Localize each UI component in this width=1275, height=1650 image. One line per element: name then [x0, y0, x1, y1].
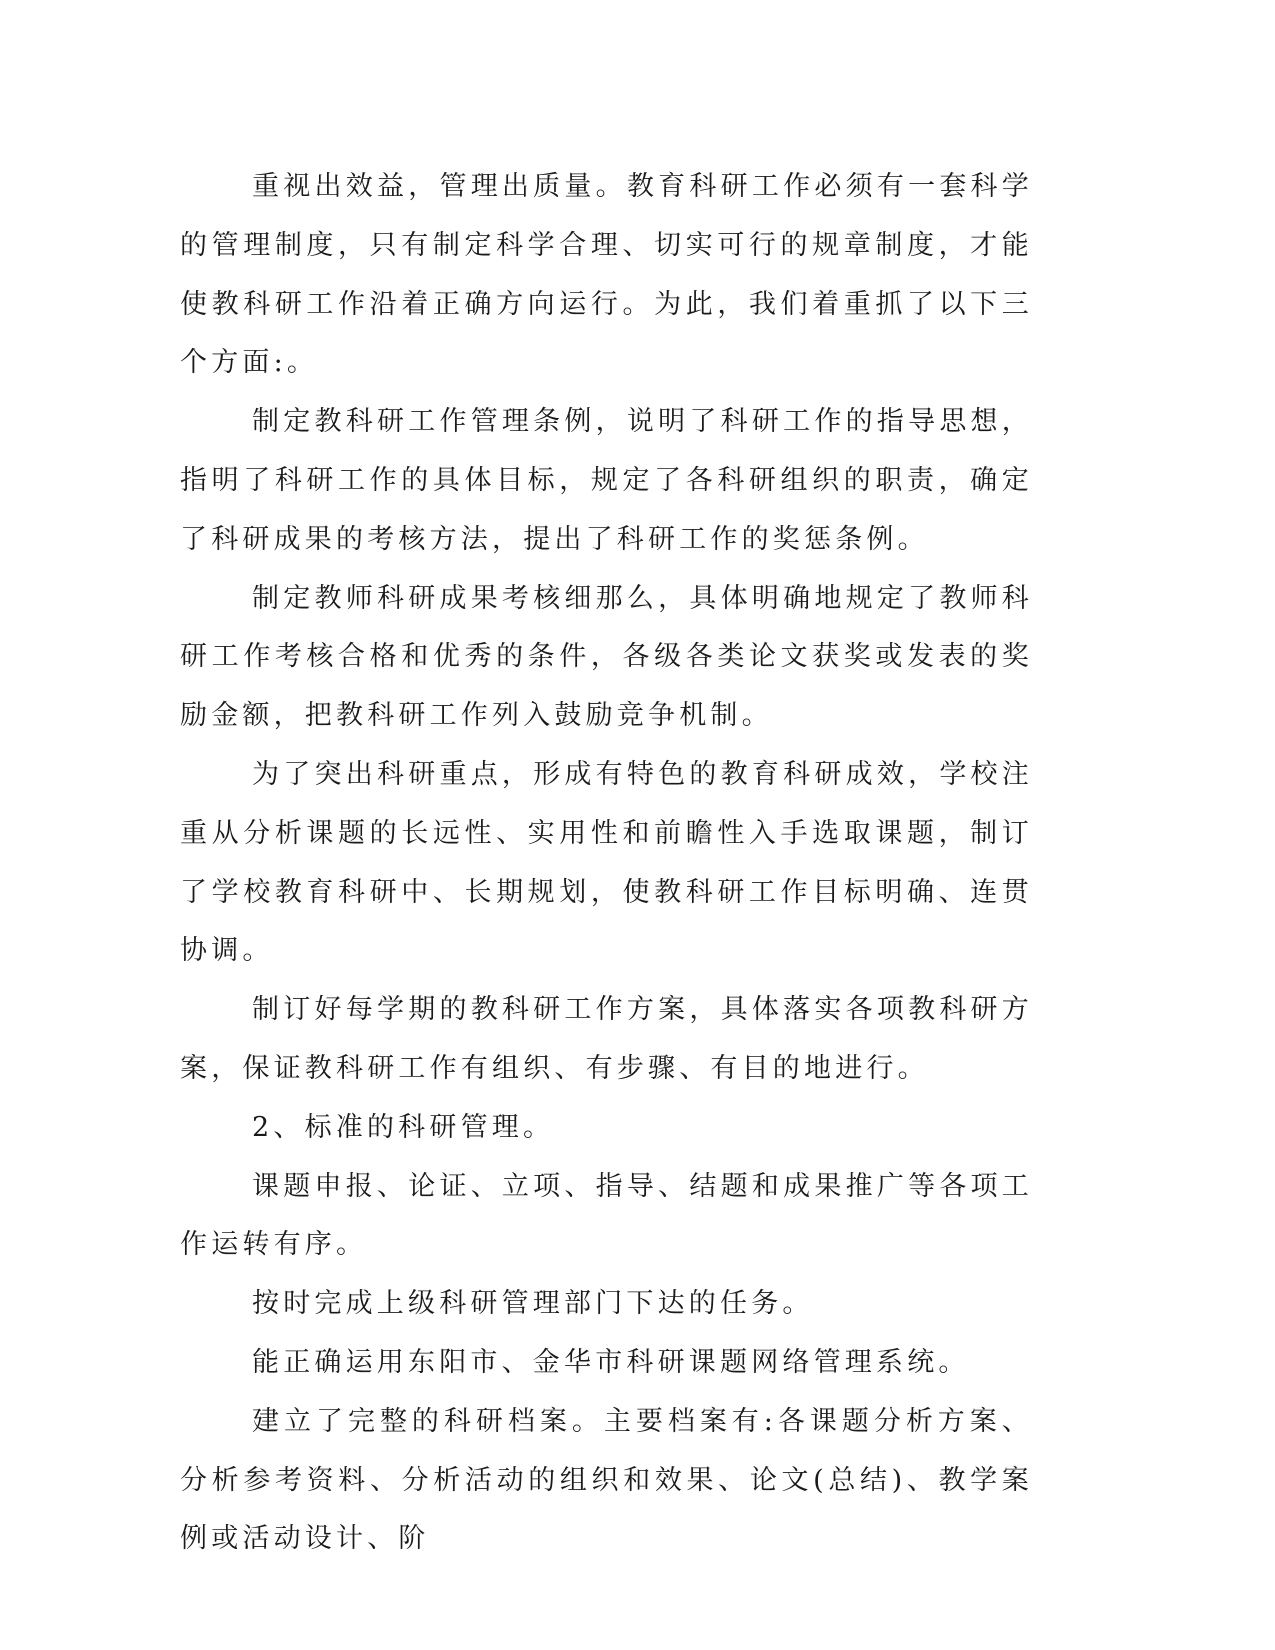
paragraph-network-system: 能正确运用东阳市、金华市科研课题网络管理系统。	[252, 1346, 970, 1378]
paragraph-semester-plan: 制订好每学期的教科研工作方案，具体落实各项教科研方案，保证教科研工作有组织、有步骤、有目的地进行。	[180, 994, 1033, 1084]
paragraph-assessment-rules: 制定教师科研成果考核细那么，具体明确地规定了教师科研工作考核合格和优秀的条件，各级各类论文获奖或发表的奖励金额，把教科研工作列入鼓励竞争机制。	[180, 582, 1033, 732]
paragraph-management-regulations: 制定教科研工作管理条例，说明了科研工作的指导思想，指明了科研工作的具体目标，规定了各科研组织的职责，确定了科研成果的考核方法，提出了科研工作的奖惩条例。	[180, 406, 1033, 555]
paragraph-management-quality: 重视出效益，管理出质量。教育科研工作必须有一套科学的管理制度，只有制定科学合理、切实可行的规章制度，才能使教科研工作沿着正确方向运行。为此，我们着重抓了以下三个方面:。	[180, 171, 1033, 379]
paragraph-tasks-completed: 按时完成上级科研管理部门下达的任务。	[252, 1288, 814, 1320]
paragraph-research-archives: 建立了完整的科研档案。主要档案有:各课题分析方案、分析参考资料、分析活动的组织和效果、论文(总结)、教学案例或活动设计、阶	[180, 1405, 1033, 1555]
section-heading-standard-management: 2、标准的科研管理。	[252, 1111, 555, 1143]
paragraph-research-planning: 为了突出科研重点，形成有特色的教育科研成效，学校注重从分析课题的长远性、实用性和前瞻性入手选取课题，制订了学校教育科研中、长期规划，使教科研工作目标明确、连贯协调。	[180, 758, 1033, 967]
document-body	[180, 158, 1033, 1569]
paragraph-project-workflow: 课题申报、论证、立项、指导、结题和成果推广等各项工作运转有序。	[180, 1170, 1033, 1261]
